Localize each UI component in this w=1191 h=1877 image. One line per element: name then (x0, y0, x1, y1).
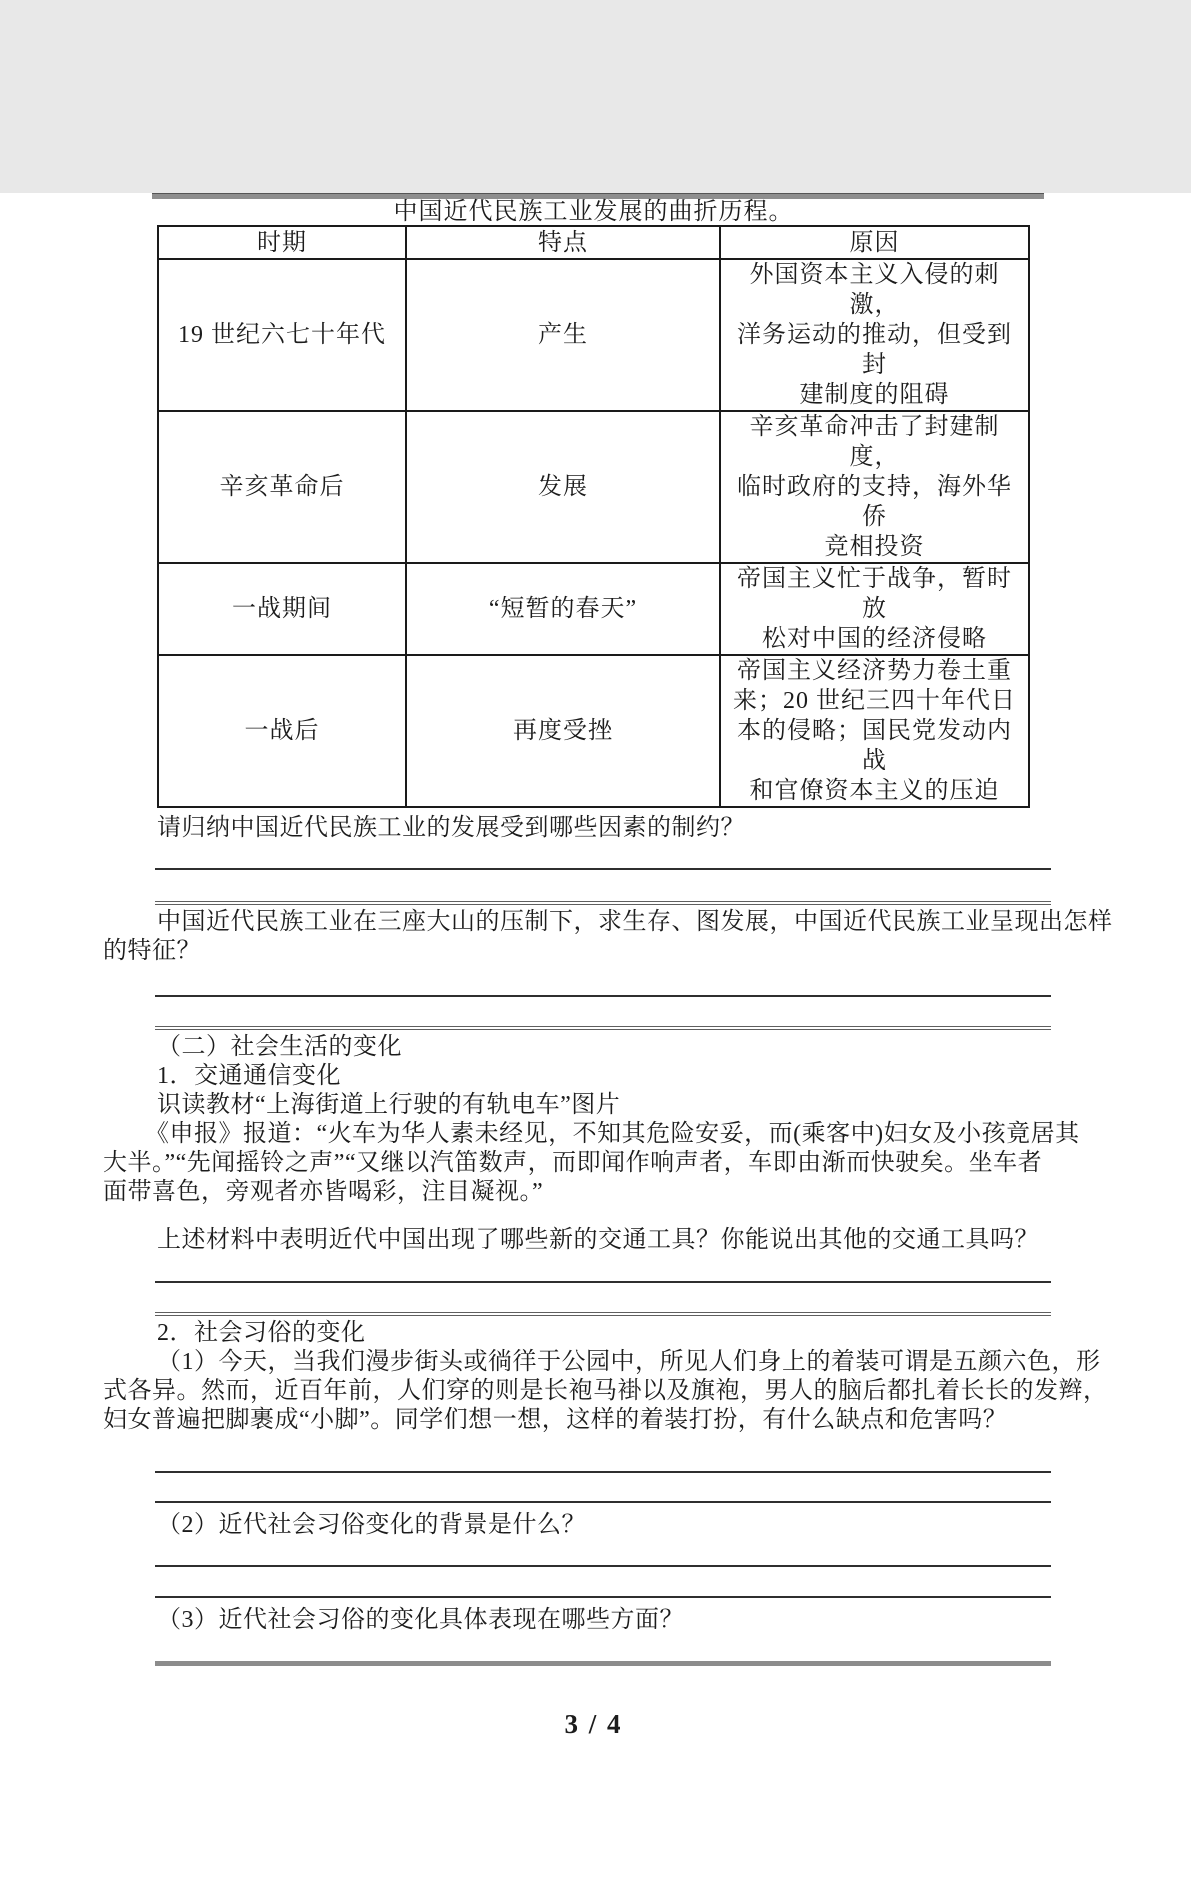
bottom-rule (155, 1661, 1051, 1666)
shenbao-quote-line3: 面带喜色，旁观者亦皆喝彩，注目凝视。” (103, 1179, 544, 1205)
answer-line (155, 1281, 1051, 1283)
question-constraint-factors: 请归纳中国近代民族工业的发展受到哪些因素的制约？ (157, 815, 745, 841)
table-cell-reason: 帝国主义经济势力卷土重 来；20 世纪三四十年代日 本的侵略；国民党发动内战 和官僚资本主义的压迫 (720, 655, 1029, 807)
question1-clothing-line2: 式各异。然而，近百年前，人们穿的则是长袍马褂以及旗袍，男人的脑后都扎着长长的发辫， (103, 1378, 1108, 1404)
answer-line (155, 995, 1051, 997)
table-header-period: 时期 (158, 226, 406, 259)
question2-customs-background: （2）近代社会习俗变化的背景是什么？ (157, 1512, 586, 1538)
table-cell-feature: 再度受挫 (406, 655, 720, 807)
page-number: 3 / 4 (564, 1709, 623, 1739)
question1-clothing-line1: （1）今天，当我们漫步街头或徜徉于公园中，所见人们身上的着装可谓是五颜六色，形 (157, 1349, 1101, 1375)
industry-development-table (157, 225, 1030, 808)
shenbao-quote-line1: 《申报》报道：“火车为华人素未经见，不知其危险安妥，而(乘客中)妇女及小孩竟居其 (145, 1121, 1080, 1147)
table-cell-period: 一战期间 (158, 563, 406, 655)
document-page (0, 193, 1191, 1877)
table-row (158, 411, 1029, 563)
reading-instruction-tram: 识读教材“上海街道上行驶的有轨电车”图片 (157, 1092, 621, 1118)
answer-line (155, 1471, 1051, 1473)
question3-customs-aspects: （3）近代社会习俗的变化具体表现在哪些方面？ (157, 1607, 684, 1633)
paragraph-three-mountains-line2: 的特征？ (103, 938, 201, 964)
document-title: 中国近代民族工业发展的曲折历程。 (393, 199, 794, 225)
table-cell-period: 一战后 (158, 655, 406, 807)
item-heading-social-customs: 2．社会习俗的变化 (157, 1320, 366, 1346)
table-cell-period: 19 世纪六七十年代 (158, 259, 406, 411)
table-cell-feature: 发展 (406, 411, 720, 563)
answer-line (155, 868, 1051, 870)
table-cell-feature: “短暂的春天” (406, 563, 720, 655)
table-header-row (158, 226, 1029, 259)
answer-line (155, 901, 1051, 905)
table-cell-reason: 辛亥革命冲击了封建制度， 临时政府的支持，海外华侨 竞相投资 (720, 411, 1029, 563)
answer-line (155, 1312, 1051, 1316)
table-cell-reason: 外国资本主义入侵的刺激， 洋务运动的推动，但受到封 建制度的阻碍 (720, 259, 1029, 411)
table-row (158, 563, 1029, 655)
table-cell-feature: 产生 (406, 259, 720, 411)
section-heading-social-life: （二）社会生活的变化 (157, 1034, 402, 1060)
table-header-reason: 原因 (720, 226, 1029, 259)
table-row (158, 655, 1029, 807)
answer-line (155, 1026, 1051, 1030)
answer-line (155, 1596, 1051, 1598)
table-row (158, 259, 1029, 411)
table-cell-period: 辛亥革命后 (158, 411, 406, 563)
answer-line (155, 1501, 1051, 1503)
paragraph-three-mountains-line1: 中国近代民族工业在三座大山的压制下，求生存、图发展，中国近代民族工业呈现出怎样 (157, 909, 1113, 935)
table-header-feature: 特点 (406, 226, 720, 259)
item-heading-transport-comm: 1．交通通信变化 (157, 1063, 341, 1089)
table-cell-reason: 帝国主义忙于战争，暂时放 松对中国的经济侵略 (720, 563, 1029, 655)
answer-line (155, 1565, 1051, 1567)
shenbao-quote-line2: 大半。”“先闻摇铃之声”“又继以汽笛数声，而即闻作响声者，车即由渐而快驶矣。坐车者 (103, 1150, 1043, 1176)
question1-clothing-line3: 妇女普遍把脚裹成“小脚”。同学们想一想，这样的着装打扮，有什么缺点和危害吗？ (103, 1407, 1008, 1433)
question-new-transport: 上述材料中表明近代中国出现了哪些新的交通工具？你能说出其他的交通工具吗？ (157, 1227, 1039, 1253)
